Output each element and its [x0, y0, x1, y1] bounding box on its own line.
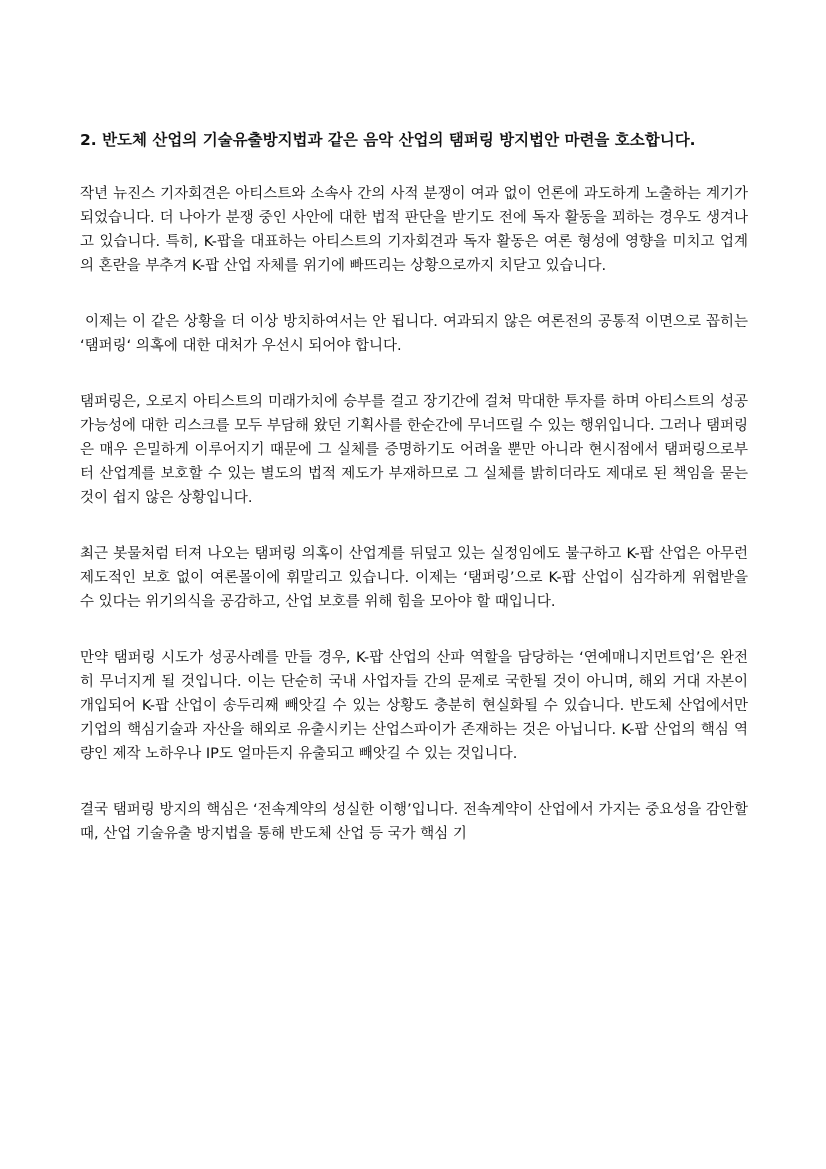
document-page: [80, 128, 753, 878]
paragraph-4: 최근 봇물처럼 터져 나오는 탬퍼링 의혹이 산업계를 뒤덮고 있는 실정임에도 불구하고 K-팝 산업은 아무런 제도적인 보호 없이 여론몰이에 휘말리고 있습니다. 이제는 ‘탬퍼링’으로 K-팝 산업이 심각하게 위협받을 수 있다는 위기의식을 공감하고, 산업 보호를 위해 힘을 모아야 할 때입니다.: [80, 546, 748, 610]
paragraph-3: 탬퍼링은, 오로지 아티스트의 미래가치에 승부를 걸고 장기간에 걸쳐 막대한 투자를 하며 아티스트의 성공 가능성에 대한 리스크를 모두 부담해 왔던 기획사를 한순간에 무너뜨릴 수 있는 행위입니다. 그러나 탬퍼링은 매우 은밀하게 이루어지기 때문에 그 실체를 증명하기도 어려울 뿐만 아니라 현시점에서 탬퍼링으로부터 산업계를 보호할 수 있는 별도의 법적 제도가 부재하므로 그 실체를 밝히더라도 제대로 된 책임을 묻는 것이 쉽지 않은 상황입니다.: [80, 394, 748, 506]
paragraph-2: 이제는 이 같은 상황을 더 이상 방치하여서는 안 됩니다. 여과되지 않은 여론전의 공통적 이면으로 꼽히는 ‘탬퍼링‘ 의혹에 대한 대처가 우선시 되어야 합니다.: [80, 314, 753, 354]
paragraph-6: 결국 탬퍼링 방지의 핵심은 ‘전속계약의 성실한 이행’입니다. 전속계약이 산업에서 가지는 중요성을 감안할 때, 산업 기술유출 방지법을 통해 반도체 산업 등 국가 핵심 기: [80, 802, 748, 842]
paragraph-1: 작년 뉴진스 기자회견은 아티스트와 소속사 간의 사적 분쟁이 여과 없이 언론에 과도하게 노출하는 계기가 되었습니다. 더 나아가 분쟁 중인 사안에 대한 법적 판단을 받기도 전에 독자 활동을 꾀하는 경우도 생겨나고 있습니다. 특히, K-팝을 대표하는 아티스트의 기자회견과 독자 활동은 여론 형성에 영향을 미치고 업계의 혼란을 부추겨 K-팝 산업 자체를 위기에 빠뜨리는 상황으로까지 치닫고 있습니다.: [80, 186, 748, 274]
section-heading: 2. 반도체 산업의 기술유출방지법과 같은 음악 산업의 탬퍼링 방지법안 마련을 호소합니다.: [80, 131, 696, 149]
paragraph-5: 만약 탬퍼링 시도가 성공사례를 만들 경우, K-팝 산업의 산파 역할을 담당하는 ‘연예매니지먼트업’은 완전히 무너지게 될 것입니다. 이는 단순히 국내 사업자들 간의 문제로 국한될 것이 아니며, 해외 거대 자본이 개입되어 K-팝 산업이 송두리째 빼앗길 수 있는 상황도 충분히 현실화될 수 있습니다. 반도체 산업에서만 기업의 핵심기술과 자산을 해외로 유출시키는 산업스파이가 존재하는 것은 아닙니다. K-팝 산업의 핵심 역량인 제작 노하우나 IP도 얼마든지 유출되고 빼앗길 수 있는 것입니다.: [80, 650, 748, 762]
